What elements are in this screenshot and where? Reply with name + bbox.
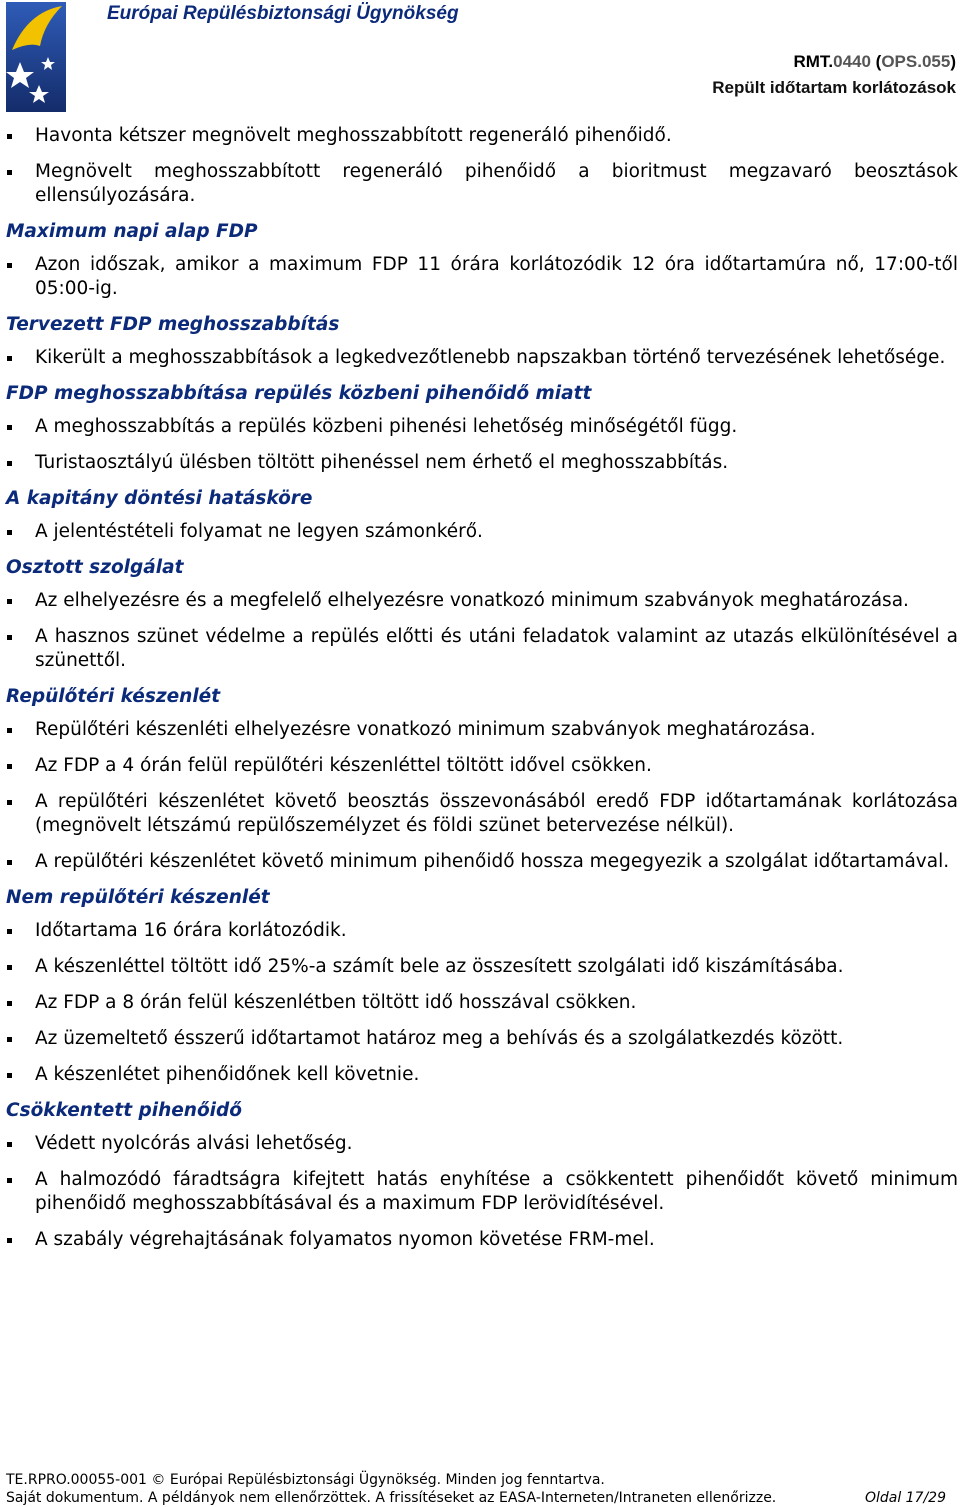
list-item: A szabály végrehajtásának folyamatos nyomon követése FRM-mel. <box>6 1228 958 1252</box>
bullet-list <box>6 520 958 544</box>
disclaimer-line: Saját dokumentum. A példányok nem ellenőrzöttek. A frissítéseket az EASA-Interneten/Intraneten ellenőrizze. <box>6 1490 777 1506</box>
list-item: Megnövelt meghosszabbított regeneráló pihenőidő a bioritmust megzavaró beosztások ellensúlyozására. <box>6 160 958 208</box>
list-item: A készenlétet pihenőidőnek kell követnie. <box>6 1063 958 1087</box>
list-item: A jelentéstételi folyamat ne legyen számonkérő. <box>6 520 958 544</box>
agency-name: Európai Repülésbiztonsági Ügynökség <box>107 3 459 24</box>
bullet-list <box>6 919 958 1087</box>
list-item: A halmozódó fáradtságra kifejtett hatás enyhítése a csökkentett pihenőidőt követő minimum pihenőidő meghosszabbításával és a maximum FDP lerövidítésével. <box>6 1168 958 1216</box>
section-heading: Csökkentett pihenőidő <box>6 1100 242 1121</box>
list-item: Turistaosztályú ülésben töltött pihenéssel nem érhető el meghosszabbítás. <box>6 451 958 475</box>
easa-logo <box>6 2 66 112</box>
list-item: A meghosszabbítás a repülés közbeni pihenési lehetőség minőségétől függ. <box>6 415 958 439</box>
list-item: Azon időszak, amikor a maximum FDP 11 órára korlátozódik 12 óra időtartamúra nő, 17:00-től 05:00-ig. <box>6 253 958 301</box>
list-item: A készenléttel töltött idő 25%-a számít bele az összesített szolgálati idő kiszámításába. <box>6 955 958 979</box>
list-item: A repülőtéri készenlétet követő beosztás összevonásából eredő FDP időtartamának korlátozása (megnövelt létszámú repülőszemélyzet és földi szünet betervezése nélkül). <box>6 790 958 838</box>
section-heading: Nem repülőtéri készenlét <box>6 887 270 908</box>
bullet-list <box>6 346 958 370</box>
section-heading: FDP meghosszabbítása repülés közbeni pihenőidő miatt <box>6 383 592 404</box>
copyright-line: TE.RPRO.00055-001 © Európai Repülésbiztonsági Ügynökség. Minden jog fenntartva. <box>6 1472 605 1488</box>
page-number: Oldal 17/29 <box>864 1490 946 1506</box>
bullet-list <box>6 253 958 301</box>
list-item: Az üzemeltető ésszerű időtartamot határoz meg a behívás és a szolgálatkezdés között. <box>6 1027 958 1051</box>
list-item: Az elhelyezésre és a megfelelő elhelyezésre vonatkozó minimum szabványok meghatározása. <box>6 589 958 613</box>
doc-ref-sub: Repült időtartam korlátozások <box>712 78 956 97</box>
doc-ref-main: RMT.0440 (OPS.055) <box>793 52 956 71</box>
section-heading: Osztott szolgálat <box>6 557 184 578</box>
document-body <box>6 124 958 1264</box>
list-item: Időtartama 16 órára korlátozódik. <box>6 919 958 943</box>
bullet-list <box>6 718 958 874</box>
page-header <box>0 0 960 115</box>
bullet-list <box>6 1132 958 1252</box>
bullet-list <box>6 415 958 475</box>
list-item: Az FDP a 8 órán felül készenlétben töltött idő hosszával csökken. <box>6 991 958 1015</box>
list-item: Havonta kétszer megnövelt meghosszabbított regeneráló pihenőidő. <box>6 124 958 148</box>
list-item: Repülőtéri készenléti elhelyezésre vonatkozó minimum szabványok meghatározása. <box>6 718 958 742</box>
bullet-list <box>6 589 958 673</box>
page-footer <box>6 1471 946 1507</box>
document-reference <box>712 49 956 101</box>
list-item: Az FDP a 4 órán felül repülőtéri készenléttel töltött idővel csökken. <box>6 754 958 778</box>
list-item: Kikerült a meghosszabbítások a legkedvezőtlenebb napszakban történő tervezésének lehetősége. <box>6 346 958 370</box>
list-item: A hasznos szünet védelme a repülés előtti és utáni feladatok valamint az utazás elkülönítésével a szünettől. <box>6 625 958 673</box>
section-heading: Repülőtéri készenlét <box>6 686 221 707</box>
section-heading: A kapitány döntési hatásköre <box>6 488 313 509</box>
bullet-list <box>6 124 958 208</box>
section-heading: Tervezett FDP meghosszabbítás <box>6 314 340 335</box>
section-heading: Maximum napi alap FDP <box>6 221 258 242</box>
list-item: Védett nyolcórás alvási lehetőség. <box>6 1132 958 1156</box>
list-item: A repülőtéri készenlétet követő minimum pihenőidő hossza megegyezik a szolgálat időtartamával. <box>6 850 958 874</box>
